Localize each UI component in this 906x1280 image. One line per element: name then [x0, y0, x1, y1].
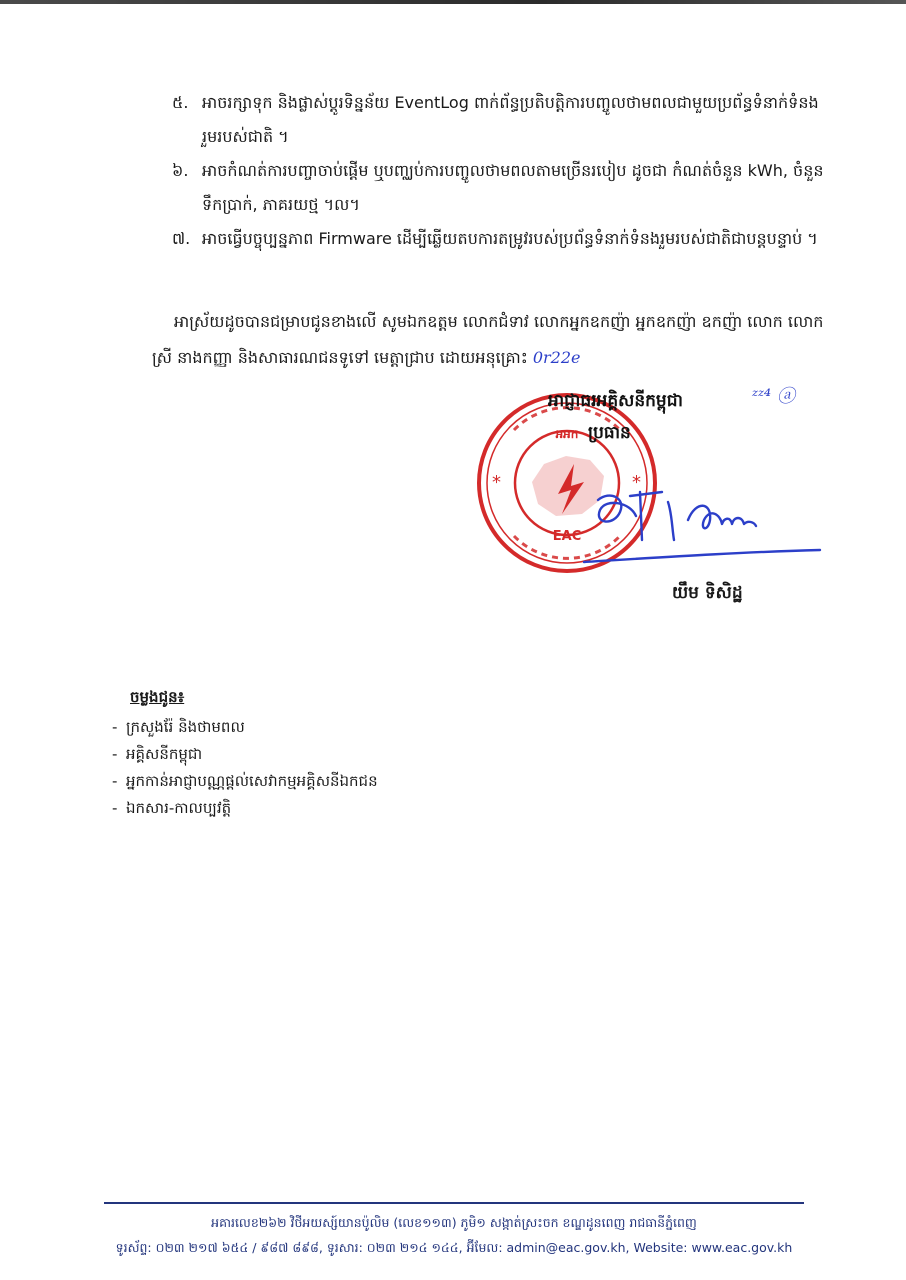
footer-contact: ទូរស័ព្ទ: ០២៣ ២១៧ ៦៥៤ / ៩៨៧ ៨៩៨, ទូរសារ: ០២៣ ២១៤ ១៤៤, អ៊ីមែល: admin@eac.gov.kh, Website: www.eac.gov.kh — [115, 1240, 793, 1255]
cc-item-text: អ្នកកាន់អាជ្ញាបណ្ណផ្តល់សេវាកម្មអគ្គិសនីឯកជន — [126, 772, 378, 790]
svg-text:*: * — [632, 472, 641, 493]
handwritten-signature — [580, 480, 830, 570]
svg-text:*: * — [492, 472, 501, 493]
item-number: ៧. — [172, 229, 191, 248]
top-border-line — [0, 0, 906, 4]
closing-text: អាស្រ័យដូចបានជម្រាបជូនខាងលើ សូមឯកឧត្តម លោកជំទាវ លោកអ្នកឧកញ៉ា អ្នកឧកញ៉ា ឧកញ៉ា លោក លោកស្រី នាងកញ្ញា និងសាធារណជនទូទៅ មេត្តាជ្រាប ដោយអនុគ្រោះ — [152, 312, 824, 367]
item-text: អាចរក្សាទុក និងផ្លាស់ប្តូរទិន្នន័យ EventLog ពាក់ព័ន្ធប្រតិបត្តិការបញ្ចូលថាមពលជាមួយប្រព័ន្ធទំនាក់ទំនងរួមរបស់ជាតិ ។ — [202, 93, 819, 146]
cc-item-text: ក្រសួងរ៉ែ និងថាមពល — [126, 718, 245, 736]
footer-divider — [104, 1202, 804, 1204]
list-item-6 — [172, 154, 832, 222]
cc-item-text: ឯកសារ-កាលប្បវត្តិ — [126, 799, 232, 817]
list-item-7 — [172, 222, 832, 256]
cc-list-item: - ឯកសារ-កាលប្បវត្តិ — [112, 799, 232, 817]
svg-text:EAC: EAC — [552, 529, 582, 544]
organization-name: អាជ្ញាធរអគ្គិសនីកម្ពុជា — [548, 391, 683, 411]
cc-section — [112, 684, 612, 822]
item-number: ៦. — [172, 161, 189, 180]
signature-block — [470, 382, 850, 622]
item-text: អាចធ្វើបច្ចុប្បន្នភាព Firmware ដើម្បីឆ្លើយតបការតម្រូវរបស់ប្រព័ន្ធទំនាក់ទំនងរួមរបស់ជាតិជាបន្តបន្ទាប់ ។ — [202, 229, 818, 248]
item-text: អាចកំណត់ការបញ្ចាចាប់ផ្តើម ឬបញ្ឈប់ការបញ្ចូលថាមពលតាមច្រើនរបៀប ដូចជា កំណត់ចំនួន kWh, ចំនួនទឹកប្រាក់, ភាគរយថ្ម ។ល។ — [202, 161, 824, 214]
list-item-5 — [172, 86, 832, 154]
closing-paragraph — [152, 304, 832, 376]
svg-text:អអក: អអក — [555, 427, 579, 441]
signatory-name: យឹម ទិសិដ្ឋ — [672, 583, 743, 603]
handwritten-mark: 0r22e — [532, 348, 581, 367]
cc-list — [112, 714, 612, 822]
item-number: ៥. — [172, 93, 189, 112]
footer — [104, 1210, 804, 1260]
cc-item-text: អគ្គិសនីកម្ពុជា — [126, 745, 203, 763]
cc-list-item: - អគ្គិសនីកម្ពុជា — [112, 745, 203, 763]
cc-list-item: - ក្រសួងរ៉ែ និងថាមពល — [112, 718, 245, 736]
signatory-role: ប្រធាន — [588, 423, 631, 443]
handwritten-initials: ᶻᶻ⁴ ⓐ — [752, 386, 795, 407]
cc-title: ចម្លងជូន៖ — [130, 688, 185, 706]
cc-list-item: - អ្នកកាន់អាជ្ញាបណ្ណផ្តល់សេវាកម្មអគ្គិសនីឯកជន — [112, 772, 378, 790]
footer-address: អគារលេខ២៦២ វិថីអយស្ស៍យានប៉ូលិម (លេខ១១៣) ភូមិ១ សង្កាត់ស្រះចក ខណ្ឌដូនពេញ រាជធានីភ្នំពេញ — [211, 1215, 697, 1230]
